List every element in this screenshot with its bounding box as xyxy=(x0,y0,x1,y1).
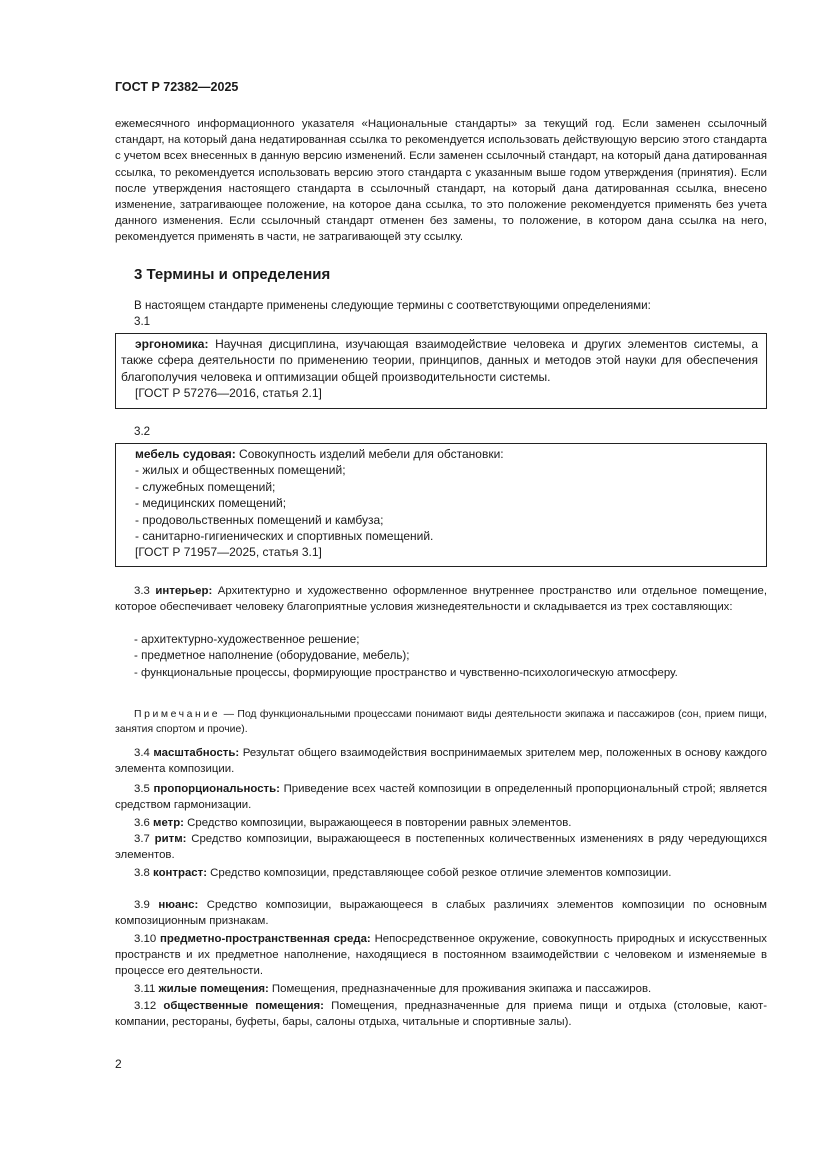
term-name: эргономика: xyxy=(135,337,209,351)
note-label: Примечание xyxy=(134,709,221,720)
term-entry-3-9: 3.9 нюанс: Средство композиции, выражающееся в слабых различиях элементов композиции по основным композиционным признакам. xyxy=(115,899,767,928)
term-entry-3-4: 3.4 масштабность: Результат общего взаимодействия воспринимаемых зрителем мер, положенных в основу каждого элемента композиции. xyxy=(115,747,767,776)
term-name: мебель судовая: xyxy=(135,447,236,461)
term-entry-3-1 xyxy=(121,336,758,385)
list-item: - жилых и общественных помещений; xyxy=(121,462,758,478)
term-box-3-2 xyxy=(115,443,767,567)
note-text: — Под функциональными процессами понимают виды деятельности экипажа и пассажиров (сон, прием пищи, занятия спортом и прочие). xyxy=(115,709,767,735)
term-number-3-2: 3.2 xyxy=(134,425,151,438)
term-entry-3-12: 3.12 общественные помещения: Помещения, предназначенные для приема пищи и отдыха (столовые, кают-компании, рестораны, буфеты, бары, салоны отдыха, читальные и спортивные залы). xyxy=(115,1000,768,1029)
document-header: ГОСТ Р 72382—2025 xyxy=(115,80,239,94)
term-definition: Совокупность изделий мебели для обстановки: xyxy=(235,447,504,461)
term-entry-3-5: 3.5 пропорциональность: Приведение всех частей композиции в определенный пропорциональный строй; является средством гармонизации. xyxy=(115,783,767,812)
list-item-wrapped: - функциональные процессы, формирующие пространство и чувственно-психологическую атмосферу. xyxy=(134,667,678,679)
section-lead: В настоящем стандарте применены следующие термины с соответствующими определениями: xyxy=(134,299,651,312)
term-definition: Научная дисциплина, изучающая взаимодействие человека и других элементов системы, а также сфера деятельности по применению теории, принципов, данных и методов этой науки для обеспечения благополучия человека и оптимизации общей производительности системы. xyxy=(121,337,758,384)
list-item: - архитектурно-художественное решение; xyxy=(134,632,767,648)
term-box-3-1 xyxy=(115,333,767,409)
term-definition: Архитектурно и художественно оформленное внутреннее пространство или отдельное помещение, которое обеспечивает человеку благоприятные условия жизнедеятельности и складывается из трех составляющих: xyxy=(115,585,767,614)
term-entry-3-7: 3.7 ритм: Средство композиции, выражающееся в постепенных количественных изменениях в ряду чередующихся элементов. xyxy=(115,833,767,862)
term-entry-3-11: 3.11 жилые помещения: Помещения, предназначенные для проживания экипажа и пассажиров. xyxy=(134,983,652,995)
term-reference: [ГОСТ Р 71957—2025, статья 3.1] xyxy=(135,545,322,560)
list-item: - санитарно-гигиенических и спортивных помещений. xyxy=(121,528,758,544)
page-number: 2 xyxy=(115,1057,122,1071)
intro-paragraph: ежемесячного информационного указателя «Национальные стандарты» за текущий год. Если заменен ссылочный стандарт, на который дана недатированная ссылка то рекомендуется использовать действующую версию этого стандарта с учетом всех внесенных в данную версию изменений. Если заменен ссылочный стандарт, на который дана датированная ссылка, то рекомендуется использовать версию этого стандарта с указанным выше годом утверждения (принятия). Если после утверждения настоящего стандарта в ссылочный стандарт, на который дана датированная ссылка, внесено изменение, затрагивающее положение, на которое дана ссылка, то это положение рекомендуется применять без учета данного изменения. Если ссылочный стандарт отменен без замены, то положение, в котором дана ссылка на него, рекомендуется применять в части, не затрагивающей эту ссылку. xyxy=(115,118,767,244)
section-title: 3 Термины и определения xyxy=(134,266,331,283)
term-list-3-3 xyxy=(134,632,767,664)
term-entry-3-2 xyxy=(121,446,758,462)
term-entry-3-6: 3.6 метр: Средство композиции, выражающееся в повторении равных элементов. xyxy=(134,817,572,829)
list-item: - предметное наполнение (оборудование, мебель); xyxy=(134,648,767,664)
term-number-3-1: 3.1 xyxy=(134,315,151,328)
term-reference: [ГОСТ Р 57276—2016, статья 2.1] xyxy=(135,386,322,401)
term-entry-3-10: 3.10 предметно-пространственная среда: Непосредственное окружение, совокупность природных и искусственных пространств и их предметное наполнение, находящиеся в постоянном взаимодействии с человеком и изменяемые в процессе его деятельности. xyxy=(115,933,767,978)
term-entry-3-8: 3.8 контраст: Средство композиции, представляющее собой резкое отличие элементов композиции. xyxy=(134,867,672,879)
term-name: интерьер: xyxy=(155,585,213,597)
term-entry-3-3 xyxy=(115,583,767,615)
list-item: - продовольственных помещений и камбуза; xyxy=(121,512,758,528)
list-item: - медицинских помещений; xyxy=(121,495,758,511)
term-number: 3.3 xyxy=(134,585,150,597)
list-item: - служебных помещений; xyxy=(121,479,758,495)
note-3-3 xyxy=(115,707,767,737)
